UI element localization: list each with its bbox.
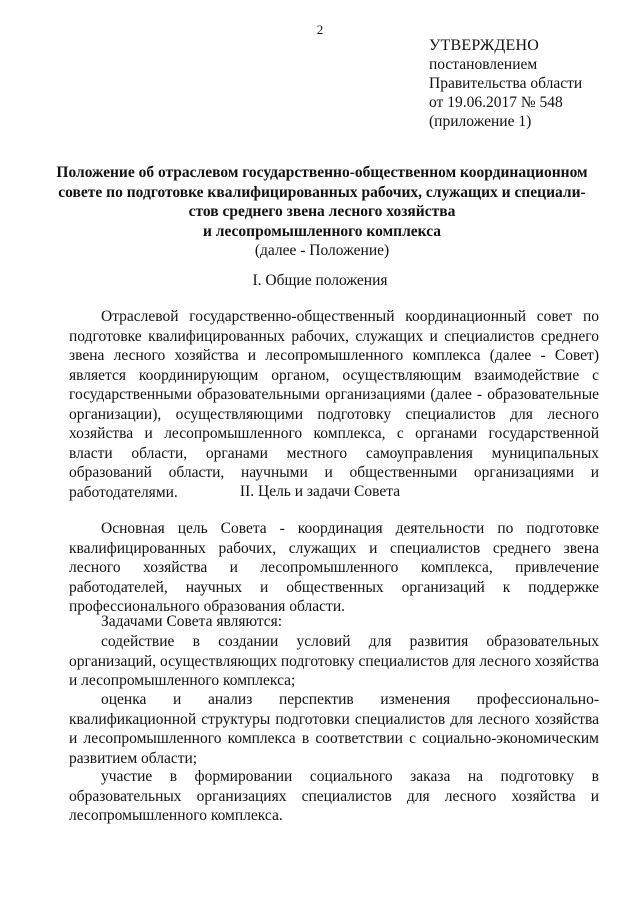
document-title — [55, 163, 589, 261]
title-line: стов среднего звена лесного хозяйства — [188, 203, 456, 220]
task-item: содействие в создании условий для развития образовательных организаций, осуществляющих подготовку специалистов для лесного хозяйства и лесопромышленного комплекса; — [69, 633, 599, 689]
task-item: оценка и анализ перспектив изменения профессионально-квалификационной структуры подготовки специалистов для лесного хозяйства и лесопромышленного комплекса в соответствии с социально-экономическим развитием области; — [69, 691, 599, 767]
title-line: и лесопромышленного комплекса — [202, 222, 442, 240]
section-heading-general: I. Общие положения — [252, 272, 388, 289]
approval-line: от 19.06.2017 № 548 — [429, 94, 563, 111]
title-subtitle: (далее - Положение) — [254, 242, 390, 259]
title-line: Положение об отраслевом государственно-общественном координационном — [56, 164, 588, 181]
approval-line: (приложение 1) — [429, 113, 532, 130]
page-number: 2 — [316, 22, 324, 37]
approval-heading: УТВЕРЖДЕНО — [429, 37, 540, 54]
approval-line: Правительства области — [429, 75, 583, 92]
task-item: участие в формировании социального заказа на подготовку в образовательных организациях специалистов для лесного хозяйства и лесопромышленного комплекса. — [69, 768, 599, 824]
approval-stamp — [429, 36, 582, 131]
tasks-intro: Задачами Совета являются: — [101, 613, 283, 630]
section-heading-goals: II. Цель и задачи Совета — [239, 483, 401, 500]
general-provisions-paragraph: Отраслевой государственно-общественный координационный совет по подготовке квалифицированных рабочих, служащих и специалистов среднего звена лесного хозяйства и лесопромышленного комплекса (далее - Совет) является координирующим органом, осуществляющим взаимодействие с государственными образовательными организациями (далее - образовательные организации), осуществляющими подготовку специалистов для лесного хозяйства и лесопромышленного комплекса, с органами государственной власти области, органами местного самоуправления муниципальных образований области, научными и общественными организациями и работодателями. — [69, 308, 599, 501]
title-line: совете по подготовке квалифицированных рабочих, служащих и специали- — [58, 183, 586, 201]
approval-line: постановлением — [429, 56, 538, 73]
goal-paragraph: Основная цель Совета - координация деятельности по подготовке квалифицированных рабочих, служащих и специалистов среднего звена лесного хозяйства и лесопромышленного комплекса, привлечение работодателей, научных и общественных организаций к поддержке профессионального образования области. — [69, 520, 599, 615]
